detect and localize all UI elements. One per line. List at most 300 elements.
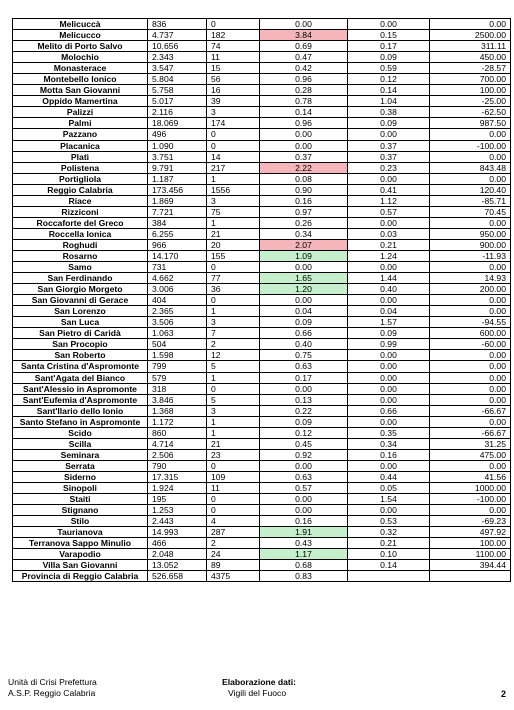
cell-variazione: 700.00	[430, 74, 511, 85]
cell-comune: Melito di Porto Salvo	[13, 41, 148, 52]
cell-comune: San Procopio	[13, 339, 148, 350]
cell-popolazione: 4.737	[148, 30, 207, 41]
cell-percentuale: 0.00	[260, 505, 348, 516]
footer-left	[8, 677, 97, 698]
cell-popolazione: 5.758	[148, 85, 207, 96]
cell-percentuale-precedente: 0.05	[348, 482, 430, 493]
cell-percentuale: 1.09	[260, 250, 348, 261]
cell-casi: 4	[207, 516, 260, 527]
cell-popolazione: 1.869	[148, 195, 207, 206]
cell-comune: Monasterace	[13, 63, 148, 74]
cell-casi: 155	[207, 250, 260, 261]
table-row	[13, 206, 511, 217]
cell-comune: Reggio Calabria	[13, 184, 148, 195]
cell-variazione: 843.48	[430, 162, 511, 173]
cell-percentuale: 0.26	[260, 217, 348, 228]
cell-variazione: 100.00	[430, 538, 511, 549]
cell-percentuale: 2.07	[260, 239, 348, 250]
cell-comune: San Ferdinando	[13, 273, 148, 284]
cell-casi: 3	[207, 405, 260, 416]
cell-comune: San Roberto	[13, 350, 148, 361]
cell-variazione: 0.00	[430, 361, 511, 372]
cell-percentuale: 0.00	[260, 460, 348, 471]
cell-popolazione: 2.048	[148, 549, 207, 560]
cell-popolazione: 14.170	[148, 250, 207, 261]
table-row	[13, 505, 511, 516]
cell-casi: 1	[207, 416, 260, 427]
cell-casi: 0	[207, 505, 260, 516]
cell-popolazione: 17.315	[148, 471, 207, 482]
cell-percentuale: 0.40	[260, 339, 348, 350]
cell-percentuale: 0.78	[260, 96, 348, 107]
table-row	[13, 527, 511, 538]
cell-percentuale: 0.04	[260, 306, 348, 317]
cell-percentuale-precedente: 0.00	[348, 505, 430, 516]
cell-comune: Sant'Ilario dello Ionio	[13, 405, 148, 416]
cell-popolazione: 384	[148, 217, 207, 228]
cell-percentuale: 1.65	[260, 273, 348, 284]
cell-popolazione: 3.506	[148, 317, 207, 328]
cell-percentuale-precedente: 0.44	[348, 471, 430, 482]
cell-percentuale: 0.45	[260, 438, 348, 449]
cell-casi: 2	[207, 538, 260, 549]
cell-popolazione: 404	[148, 295, 207, 306]
cell-casi: 287	[207, 527, 260, 538]
cell-popolazione: 318	[148, 383, 207, 394]
cell-percentuale-precedente: 0.53	[348, 516, 430, 527]
cell-casi: 3	[207, 195, 260, 206]
cell-percentuale-precedente: 0.17	[348, 41, 430, 52]
cell-percentuale-precedente: 0.10	[348, 549, 430, 560]
cell-popolazione: 2.116	[148, 107, 207, 118]
table-row	[13, 295, 511, 306]
cell-variazione: 41.56	[430, 471, 511, 482]
cell-variazione: 0.00	[430, 173, 511, 184]
cell-comune: Rizziconi	[13, 206, 148, 217]
cell-comune: Samo	[13, 262, 148, 273]
table-row	[13, 350, 511, 361]
cell-percentuale: 0.00	[260, 383, 348, 394]
cell-percentuale-precedente: 0.40	[348, 284, 430, 295]
cell-comune: Sinopoli	[13, 482, 148, 493]
cell-variazione	[430, 571, 511, 582]
cell-percentuale: 0.00	[260, 262, 348, 273]
cell-percentuale-precedente: 0.00	[348, 19, 430, 30]
cell-percentuale: 0.34	[260, 228, 348, 239]
cell-casi: 4375	[207, 571, 260, 582]
cell-comune: Scido	[13, 427, 148, 438]
table-row	[13, 284, 511, 295]
cell-casi: 3	[207, 317, 260, 328]
cell-percentuale-precedente: 0.57	[348, 206, 430, 217]
cell-casi: 5	[207, 361, 260, 372]
table-row	[13, 74, 511, 85]
cell-popolazione: 14.993	[148, 527, 207, 538]
cell-comune: Roghudi	[13, 239, 148, 250]
cell-variazione: -25.00	[430, 96, 511, 107]
cell-popolazione: 1.172	[148, 416, 207, 427]
cell-variazione: -85.71	[430, 195, 511, 206]
table-row	[13, 96, 511, 107]
cell-percentuale: 0.63	[260, 361, 348, 372]
cell-popolazione: 4.662	[148, 273, 207, 284]
cell-casi: 5	[207, 394, 260, 405]
table-row	[13, 162, 511, 173]
cell-percentuale-precedente: 0.09	[348, 52, 430, 63]
cell-comune: Placanica	[13, 140, 148, 151]
cell-percentuale-precedente: 0.37	[348, 140, 430, 151]
cell-casi: 2	[207, 339, 260, 350]
cell-casi: 3	[207, 107, 260, 118]
cell-percentuale-precedente: 0.35	[348, 427, 430, 438]
cell-variazione: 0.00	[430, 372, 511, 383]
table-row	[13, 273, 511, 284]
cell-casi: 0	[207, 129, 260, 140]
cell-percentuale: 0.37	[260, 151, 348, 162]
cell-casi: 1	[207, 372, 260, 383]
cell-variazione: 0.00	[430, 394, 511, 405]
table-body	[13, 19, 511, 582]
cell-comune: Palizzi	[13, 107, 148, 118]
cell-popolazione: 5.017	[148, 96, 207, 107]
table-row	[13, 494, 511, 505]
cell-popolazione: 2.443	[148, 516, 207, 527]
cell-popolazione: 1.253	[148, 505, 207, 516]
cell-percentuale-precedente: 1.44	[348, 273, 430, 284]
cell-casi: 0	[207, 494, 260, 505]
cell-variazione: 600.00	[430, 328, 511, 339]
table-row	[13, 571, 511, 582]
cell-percentuale-precedente: 0.00	[348, 460, 430, 471]
cell-variazione: -100.00	[430, 140, 511, 151]
cell-variazione: 987.50	[430, 118, 511, 129]
cell-popolazione: 2.343	[148, 52, 207, 63]
cell-comune: Melicuccà	[13, 19, 148, 30]
cell-comune: Roccaforte del Greco	[13, 217, 148, 228]
cell-percentuale-precedente: 1.57	[348, 317, 430, 328]
cell-percentuale: 1.91	[260, 527, 348, 538]
cell-percentuale: 0.96	[260, 118, 348, 129]
table-row	[13, 85, 511, 96]
cell-popolazione: 2.365	[148, 306, 207, 317]
table-row	[13, 471, 511, 482]
cell-comune: Melicucco	[13, 30, 148, 41]
cell-percentuale-precedente: 0.00	[348, 217, 430, 228]
table-row	[13, 538, 511, 549]
cell-comune: Stilo	[13, 516, 148, 527]
cell-percentuale-precedente: 0.00	[348, 129, 430, 140]
cell-popolazione: 7.721	[148, 206, 207, 217]
table-row	[13, 262, 511, 273]
cell-variazione: -66.67	[430, 427, 511, 438]
cell-percentuale: 0.75	[260, 350, 348, 361]
cell-comune: Sant'Eufemia d'Aspromonte	[13, 394, 148, 405]
cell-percentuale: 0.66	[260, 328, 348, 339]
cell-percentuale: 3.84	[260, 30, 348, 41]
cell-comune: Palmi	[13, 118, 148, 129]
cell-comune: Santo Stefano in Aspromonte	[13, 416, 148, 427]
cell-casi: 0	[207, 295, 260, 306]
cell-casi: 1	[207, 306, 260, 317]
cell-percentuale-precedente: 0.21	[348, 239, 430, 250]
table-row	[13, 228, 511, 239]
cell-variazione: 0.00	[430, 505, 511, 516]
cell-casi: 11	[207, 52, 260, 63]
cell-casi: 0	[207, 140, 260, 151]
cell-variazione: 950.00	[430, 228, 511, 239]
cell-comune: Portigliola	[13, 173, 148, 184]
cell-popolazione: 966	[148, 239, 207, 250]
cell-percentuale-precedente: 0.16	[348, 449, 430, 460]
cell-variazione: 475.00	[430, 449, 511, 460]
cell-popolazione: 3.846	[148, 394, 207, 405]
cell-percentuale-precedente: 0.14	[348, 560, 430, 571]
cell-percentuale-precedente: 0.00	[348, 295, 430, 306]
table-row	[13, 328, 511, 339]
cell-percentuale: 0.13	[260, 394, 348, 405]
cell-percentuale: 0.16	[260, 195, 348, 206]
cell-variazione: 70.45	[430, 206, 511, 217]
cell-percentuale: 0.28	[260, 85, 348, 96]
cell-percentuale-precedente: 0.15	[348, 30, 430, 41]
cell-casi: 21	[207, 228, 260, 239]
cell-comune: Montebello Ionico	[13, 74, 148, 85]
cell-percentuale: 0.16	[260, 516, 348, 527]
cell-casi: 217	[207, 162, 260, 173]
cell-variazione: -66.67	[430, 405, 511, 416]
cell-popolazione: 18.069	[148, 118, 207, 129]
cell-percentuale-precedente: 0.66	[348, 405, 430, 416]
cell-percentuale: 0.47	[260, 52, 348, 63]
cell-casi: 1	[207, 427, 260, 438]
cell-percentuale: 0.00	[260, 140, 348, 151]
table-row	[13, 383, 511, 394]
table-row	[13, 317, 511, 328]
cell-percentuale: 0.09	[260, 317, 348, 328]
table-row	[13, 306, 511, 317]
cell-variazione: 0.00	[430, 416, 511, 427]
cell-comune: Polistena	[13, 162, 148, 173]
cell-comune: Varapodio	[13, 549, 148, 560]
cell-percentuale: 0.69	[260, 41, 348, 52]
cell-comune: Pazzano	[13, 129, 148, 140]
cell-percentuale: 1.17	[260, 549, 348, 560]
table-row	[13, 449, 511, 460]
cell-variazione: 0.00	[430, 19, 511, 30]
cell-percentuale: 0.12	[260, 427, 348, 438]
table-row	[13, 549, 511, 560]
cell-popolazione: 13.052	[148, 560, 207, 571]
cell-percentuale: 0.57	[260, 482, 348, 493]
footer-unit-label: Unità di Crisi Prefettura	[8, 677, 97, 687]
cell-comune: Molochio	[13, 52, 148, 63]
cell-comune: Platì	[13, 151, 148, 162]
table-row	[13, 19, 511, 30]
table-row	[13, 405, 511, 416]
cell-percentuale: 1.20	[260, 284, 348, 295]
cell-casi: 39	[207, 96, 260, 107]
cell-casi: 7	[207, 328, 260, 339]
cell-comune: Sant'Alessio in Aspromonte	[13, 383, 148, 394]
cell-popolazione: 860	[148, 427, 207, 438]
data-table	[12, 18, 511, 582]
cell-comune: Motta San Giovanni	[13, 85, 148, 96]
cell-popolazione: 799	[148, 361, 207, 372]
cell-percentuale: 0.97	[260, 206, 348, 217]
cell-percentuale-precedente: 0.04	[348, 306, 430, 317]
cell-popolazione: 579	[148, 372, 207, 383]
cell-popolazione: 3.547	[148, 63, 207, 74]
cell-comune: San Giovanni di Gerace	[13, 295, 148, 306]
cell-comune: San Luca	[13, 317, 148, 328]
cell-percentuale: 0.08	[260, 173, 348, 184]
cell-casi: 23	[207, 449, 260, 460]
cell-casi: 12	[207, 350, 260, 361]
cell-variazione: 311.11	[430, 41, 511, 52]
cell-popolazione: 1.598	[148, 350, 207, 361]
cell-percentuale-precedente: 0.37	[348, 151, 430, 162]
cell-variazione: -62.50	[430, 107, 511, 118]
table-row	[13, 427, 511, 438]
table-row	[13, 438, 511, 449]
cell-casi: 36	[207, 284, 260, 295]
cell-variazione: 14.93	[430, 273, 511, 284]
cell-variazione: 497.92	[430, 527, 511, 538]
cell-casi: 109	[207, 471, 260, 482]
cell-percentuale-precedente: 0.09	[348, 328, 430, 339]
table-row	[13, 107, 511, 118]
table-row	[13, 151, 511, 162]
cell-percentuale-precedente: 0.23	[348, 162, 430, 173]
cell-percentuale-precedente: 0.99	[348, 339, 430, 350]
cell-variazione: 900.00	[430, 239, 511, 250]
cell-percentuale-precedente: 0.14	[348, 85, 430, 96]
cell-casi: 0	[207, 19, 260, 30]
cell-percentuale-precedente: 1.24	[348, 250, 430, 261]
cell-casi: 1	[207, 173, 260, 184]
table-row	[13, 394, 511, 405]
cell-percentuale: 0.63	[260, 471, 348, 482]
footer-elaborazione-label: Elaborazione dati:	[222, 677, 297, 687]
cell-percentuale: 0.42	[260, 63, 348, 74]
cell-comune: Sant'Agata del Bianco	[13, 372, 148, 383]
table-row	[13, 217, 511, 228]
table-row	[13, 560, 511, 571]
cell-popolazione: 6.255	[148, 228, 207, 239]
cell-casi: 11	[207, 482, 260, 493]
cell-percentuale: 0.68	[260, 560, 348, 571]
table-row	[13, 339, 511, 350]
cell-percentuale-precedente: 1.12	[348, 195, 430, 206]
cell-percentuale-precedente	[348, 571, 430, 582]
cell-percentuale: 0.17	[260, 372, 348, 383]
cell-comune: Scilla	[13, 438, 148, 449]
cell-variazione: -94.55	[430, 317, 511, 328]
cell-percentuale: 0.90	[260, 184, 348, 195]
cell-popolazione: 790	[148, 460, 207, 471]
cell-comune: Serrata	[13, 460, 148, 471]
table-row	[13, 460, 511, 471]
cell-percentuale-precedente: 0.41	[348, 184, 430, 195]
cell-comune: Seminara	[13, 449, 148, 460]
cell-popolazione: 1.187	[148, 173, 207, 184]
cell-variazione: 1100.00	[430, 549, 511, 560]
cell-variazione: 200.00	[430, 284, 511, 295]
cell-comune: Riace	[13, 195, 148, 206]
cell-popolazione: 3.006	[148, 284, 207, 295]
cell-variazione: 0.00	[430, 460, 511, 471]
cell-popolazione: 173.456	[148, 184, 207, 195]
cell-comune: Rosarno	[13, 250, 148, 261]
table-row	[13, 195, 511, 206]
cell-casi: 182	[207, 30, 260, 41]
cell-comune: San Lorenzo	[13, 306, 148, 317]
cell-variazione: 0.00	[430, 383, 511, 394]
cell-casi: 77	[207, 273, 260, 284]
cell-variazione: 0.00	[430, 306, 511, 317]
cell-percentuale: 0.96	[260, 74, 348, 85]
cell-casi: 15	[207, 63, 260, 74]
cell-percentuale-precedente: 0.00	[348, 262, 430, 273]
cell-variazione: 2500.00	[430, 30, 511, 41]
cell-percentuale: 0.22	[260, 405, 348, 416]
cell-comune: Taurianova	[13, 527, 148, 538]
cell-comune: Staiti	[13, 494, 148, 505]
cell-percentuale-precedente: 1.04	[348, 96, 430, 107]
cell-popolazione: 9.791	[148, 162, 207, 173]
cell-popolazione: 1.090	[148, 140, 207, 151]
cell-percentuale-precedente: 0.00	[348, 394, 430, 405]
cell-casi: 16	[207, 85, 260, 96]
cell-percentuale-precedente: 0.34	[348, 438, 430, 449]
cell-popolazione: 3.751	[148, 151, 207, 162]
table-row	[13, 173, 511, 184]
cell-percentuale-precedente: 0.12	[348, 74, 430, 85]
cell-variazione: 31.25	[430, 438, 511, 449]
table-row	[13, 118, 511, 129]
cell-popolazione: 731	[148, 262, 207, 273]
cell-percentuale: 0.00	[260, 295, 348, 306]
table-row	[13, 250, 511, 261]
table-row	[13, 184, 511, 195]
footer-middle	[222, 677, 296, 698]
cell-percentuale-precedente: 0.00	[348, 361, 430, 372]
cell-percentuale-precedente: 0.21	[348, 538, 430, 549]
cell-casi: 14	[207, 151, 260, 162]
cell-percentuale: 0.00	[260, 494, 348, 505]
cell-comune: Oppido Mamertina	[13, 96, 148, 107]
cell-popolazione: 4.714	[148, 438, 207, 449]
cell-variazione: 394.44	[430, 560, 511, 571]
cell-popolazione: 504	[148, 339, 207, 350]
cell-popolazione: 10.656	[148, 41, 207, 52]
table-row	[13, 52, 511, 63]
cell-casi: 56	[207, 74, 260, 85]
cell-variazione: 0.00	[430, 262, 511, 273]
cell-variazione: -69.23	[430, 516, 511, 527]
cell-percentuale-precedente: 0.38	[348, 107, 430, 118]
cell-percentuale-precedente: 0.32	[348, 527, 430, 538]
cell-comune: Stignano	[13, 505, 148, 516]
table-row	[13, 239, 511, 250]
cell-popolazione: 836	[148, 19, 207, 30]
cell-popolazione: 496	[148, 129, 207, 140]
cell-popolazione: 5.804	[148, 74, 207, 85]
cell-percentuale: 0.92	[260, 449, 348, 460]
cell-comune: San Pietro di Caridà	[13, 328, 148, 339]
cell-variazione: -28.57	[430, 63, 511, 74]
cell-percentuale-precedente: 0.00	[348, 383, 430, 394]
